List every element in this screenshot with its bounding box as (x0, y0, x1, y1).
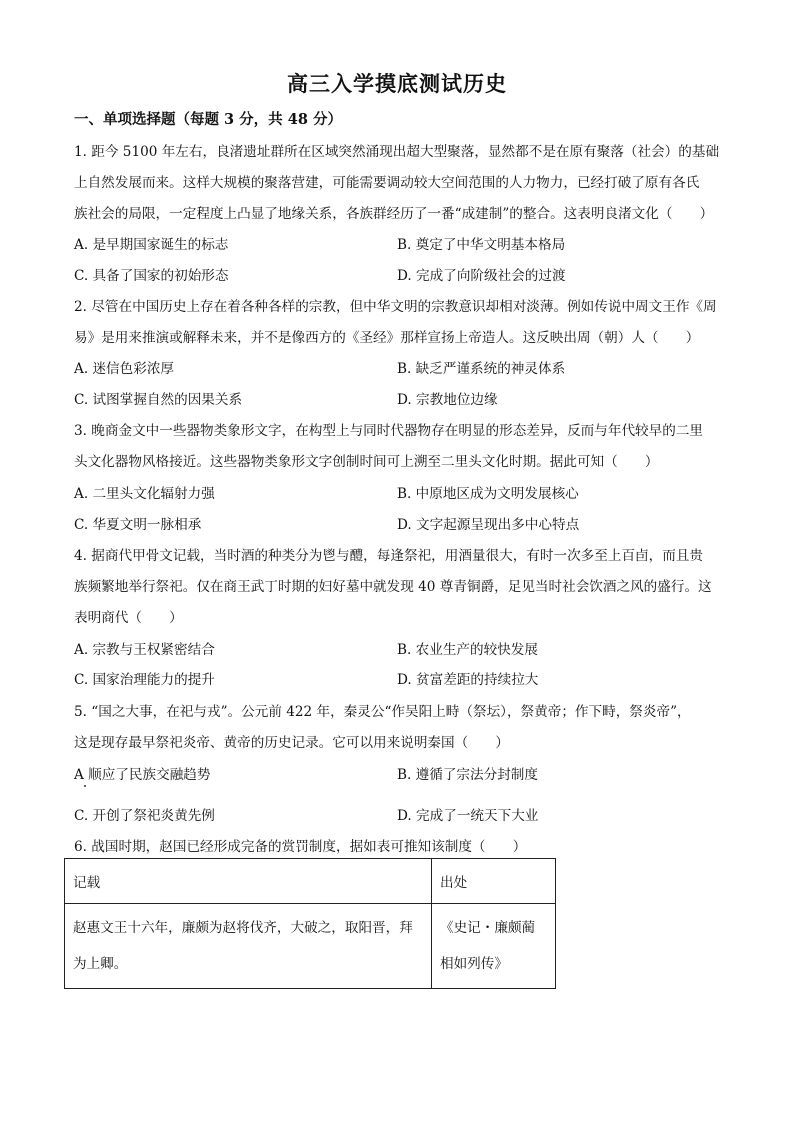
question-3-option-b[interactable]: B. 中原地区成为文明发展核心 (397, 486, 579, 502)
question-5-option-a[interactable]: A 顺应了民族交融趋势 (74, 767, 211, 783)
question-5-line: 这是现存最早祭祀炎帝、黄帝的历史记录。它可以用来说明秦国（ ） (74, 735, 509, 751)
question-1-option-d[interactable]: D. 完成了向阶级社会的过渡 (397, 268, 566, 284)
table-cell-source (432, 904, 556, 989)
question-3-line: 头文化器物风格接近。这些器物类象形文字创制时间可上溯至二里头文化时期。据此可知（ ） (74, 454, 659, 470)
question-3-option-c[interactable]: C. 华夏文明一脉相承 (74, 517, 202, 533)
table-cell-record (65, 904, 432, 989)
question-3-option-a[interactable]: A. 二里头文化辐射力强 (74, 486, 215, 502)
question-1-line: 上自然发展而来。这样大规模的聚落营建，可能需要调动较大空间范围的人力物力，已经打破了原有各氏 (74, 175, 700, 191)
question-1-option-a[interactable]: A. 是早期国家诞生的标志 (74, 237, 229, 253)
question-1-line: 族社会的局限，一定程度上凸显了地缘关系，各族群经历了一番“成建制”的整合。这表明良渚文化（ ） (74, 206, 714, 222)
question-4-line: 4. 据商代甲骨文记载，当时酒的种类分为鬯与醴，每逢祭祀，用酒量很大，有时一次多至上百卣，而且贵 (74, 548, 704, 564)
question-5-line: 5. “国之大事，在祀与戎”。公元前 422 年，秦灵公“作吴阳上畤（祭坛），祭黄帝；作下畤，祭炎帝”， (74, 704, 691, 720)
question-2-option-d[interactable]: D. 宗教地位边缘 (397, 392, 498, 408)
question-2-line: 2. 尽管在中国历史上存在着各种各样的宗教，但中华文明的宗教意识却相对淡薄。例如传说中周文王作《周 (74, 299, 717, 315)
question-2-option-b[interactable]: B. 缺乏严谨系统的神灵体系 (397, 361, 566, 377)
question-5-option-d[interactable]: D. 完成了一统天下大业 (397, 808, 539, 824)
question-4-option-b[interactable]: B. 农业生产的较快发展 (397, 642, 538, 658)
table-header-cell: 记载 (65, 859, 432, 904)
table-header-row (65, 859, 556, 904)
question-1-option-c[interactable]: C. 具备了国家的初始形态 (74, 268, 229, 284)
source-text-line: 相如列传》 (440, 956, 508, 972)
record-text-line: 赵惠文王十六年，廉颇为赵将伐齐，大破之，取阳晋，拜 (73, 920, 413, 936)
question-4-option-d[interactable]: D. 贫富差距的持续拉大 (397, 672, 539, 688)
page-title: 高三入学摸底测试历史 (287, 71, 507, 96)
question-4-line: 表明商代（ ） (74, 610, 183, 626)
question-1-option-b[interactable]: B. 奠定了中华文明基本格局 (397, 237, 566, 253)
question-2-line: 易》是用来推演或解释未来，并不是像西方的《圣经》那样宣扬上帝造人。这反映出周（朝）人（ ） (74, 330, 700, 346)
question-2-option-c[interactable]: C. 试图掌握自然的因果关系 (74, 392, 243, 408)
question-5-option-c[interactable]: C. 开创了祭祀炎黄先例 (74, 808, 215, 824)
question-3-line: 3. 晚商金文中一些器物类象形文字，在构型上与同时代器物存在明显的形态差异，反而与年代较早的二里 (74, 423, 704, 439)
question-4-line: 族频繁地举行祭祀。仅在商王武丁时期的妇好墓中就发现 40 尊青铜爵，足见当时社会饮酒之风的盛行。这 (74, 579, 712, 595)
table-header-cell: 出处 (432, 859, 556, 904)
table-row (65, 904, 556, 989)
scan-speck (84, 785, 86, 787)
question-4-option-a[interactable]: A. 宗教与王权紧密结合 (74, 642, 215, 658)
record-table (64, 858, 556, 989)
section-heading: 一、单项选择题（每题 3 分，共 48 分） (74, 111, 342, 128)
record-text-line: 为上卿。 (73, 956, 128, 972)
question-1-line: 1. 距今 5100 年左右，良渚遗址群所在区域突然涌现出超大型聚落，显然都不是在原有聚落（社会）的基础 (74, 144, 720, 160)
question-6-line: 6. 战国时期，赵国已经形成完备的赏罚制度，据如表可推知该制度（ ） (74, 839, 527, 855)
question-3-option-d[interactable]: D. 文字起源呈现出多中心特点 (397, 517, 580, 533)
question-5-option-b[interactable]: B. 遵循了宗法分封制度 (397, 767, 538, 783)
question-2-option-a[interactable]: A. 迷信色彩浓厚 (74, 361, 175, 377)
question-4-option-c[interactable]: C. 国家治理能力的提升 (74, 672, 215, 688)
source-text-line: 《史记・廉颇蔺 (440, 920, 536, 936)
